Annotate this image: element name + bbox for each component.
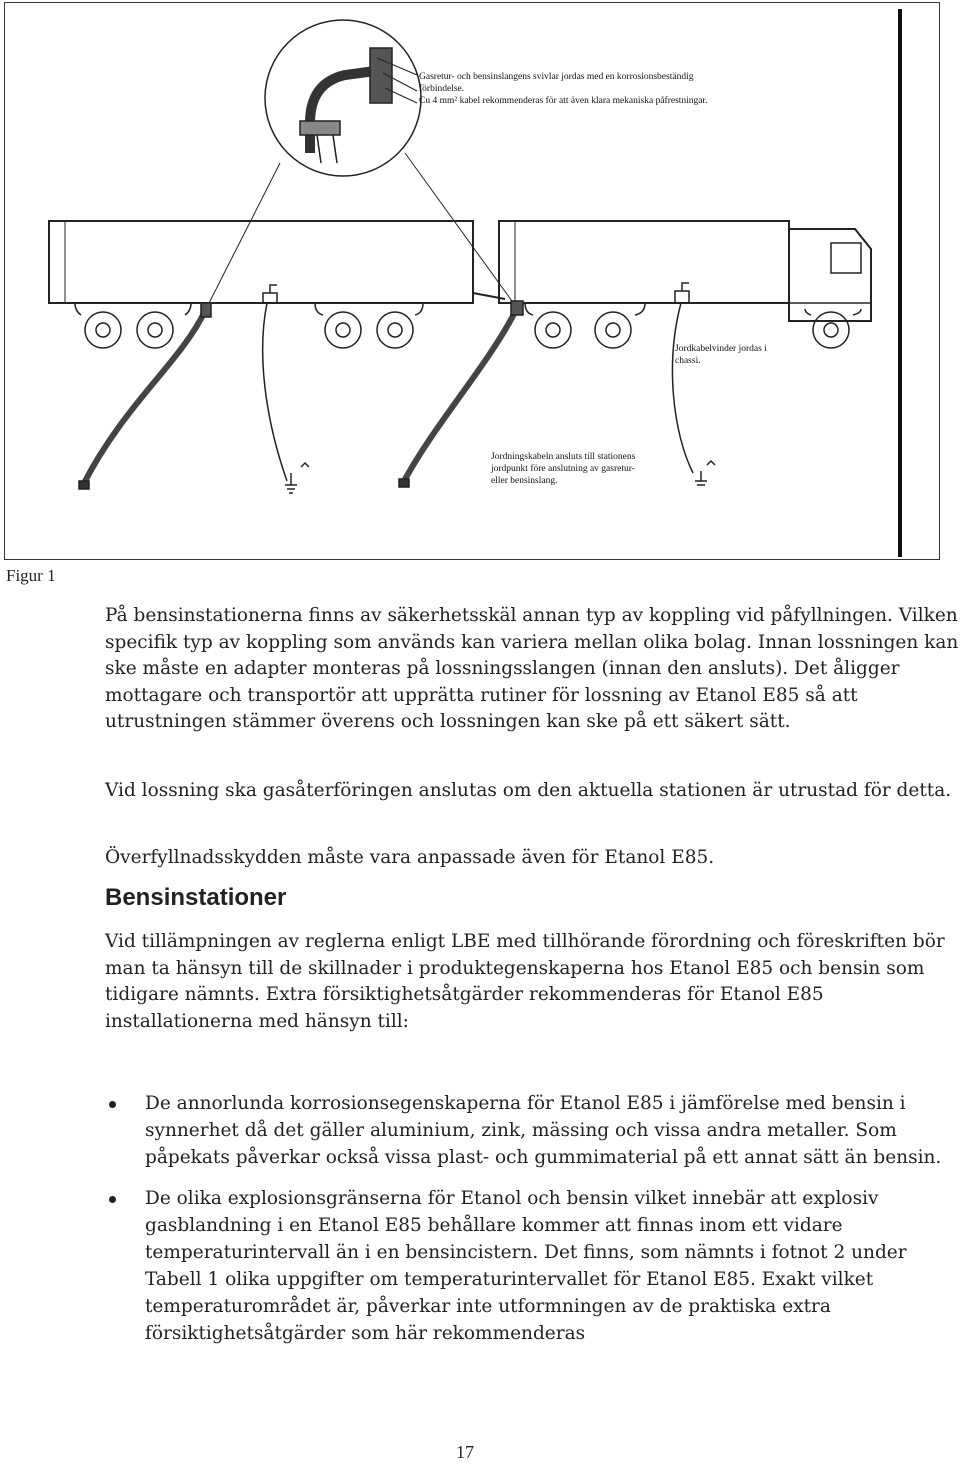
detail-circle	[265, 20, 421, 176]
wheel	[325, 312, 361, 348]
callout-right	[675, 343, 767, 367]
section-heading: Bensinstationer	[105, 884, 287, 911]
list-item-text: De annorlunda korrosionsegenskaperna för Etanol E85 i jämförelse med bensin i synnerhet då det gäller aluminium, zink, mässing och vissa andra metaller. Som påpekats påverkar också vissa plast- och gummimaterial på ett annat sätt än bensin.	[145, 1093, 942, 1168]
ground-reel-icon	[675, 291, 689, 303]
paragraph-coupling: På bensinstationerna finns av säkerhetsskäl annan typ av koppling vid påfyllningen. Vilken specifik typ av koppling som används kan variera mellan olika bolag. Innan lossningen kan ske måste en adapter monteras på lossningsslangen (innan den ansluts). Det åligger mottagare och transportör att upprätta rutiner för lossning av Etanol E85 så att utrustningen stämmer överens och lossningen kan ske på ett säkert sätt.	[105, 605, 959, 732]
bullet-icon	[109, 1101, 116, 1108]
callout-line: Cu 4 mm² kabel rekommenderas för att även klara mekaniska påfrestningar.	[419, 96, 708, 106]
section-intro: Vid tillämpningen av reglerna enligt LBE med tillhörande förordning och föreskriften bör man ta hänsyn till de skillnader i produktegenskaperna hos Etanol E85 och bensin som tidigare nämnts. Extra försiktighetsåtgärder rekommenderas för Etanol E85 installationerna med hänsyn till:	[105, 931, 945, 1032]
callout-line: jordpunkt före anslutning av gasretur-	[491, 464, 635, 474]
wheel	[85, 312, 121, 348]
wheel	[595, 312, 631, 348]
callout-line: Jordningskabeln ansluts till stationens	[491, 452, 636, 462]
paragraph-overfill: Överfyllnadsskydden måste vara anpassade även för Etanol E85.	[105, 847, 715, 868]
coupling-elbow-icon	[310, 71, 375, 153]
bullet-list	[105, 1090, 960, 1347]
wheel	[137, 312, 173, 348]
callout-line: Gasretur- och bensinslangens svivlar jordas med en korrosionsbeständig	[419, 72, 694, 82]
callout-line: eller bensinslang.	[491, 476, 558, 486]
callout-top	[419, 71, 708, 107]
callout-line: Jordkabelvinder jordas i	[675, 344, 767, 354]
list-item	[105, 1090, 960, 1171]
callout-line: chassi.	[675, 356, 701, 366]
bullet-icon	[109, 1196, 116, 1203]
figure-frame	[4, 2, 940, 560]
cab-window	[831, 243, 861, 273]
wheel	[813, 312, 849, 348]
ground-cable	[672, 303, 693, 473]
trailer-tank	[49, 221, 473, 303]
callout-line: förbindelse.	[419, 84, 465, 94]
page-number: 17	[456, 1442, 474, 1462]
wheel	[377, 312, 413, 348]
ground-reel-icon	[263, 293, 277, 303]
wheel	[535, 312, 571, 348]
ground-cable	[263, 303, 287, 481]
truck-tank	[499, 221, 789, 303]
margin-bar	[898, 9, 902, 557]
list-item	[105, 1185, 960, 1347]
paragraph-vapour-return: Vid lossning ska gasåterföringen anslutas om den aktuella stationen är utrustad för detta.	[105, 780, 952, 801]
list-item-text: De olika explosionsgränserna för Etanol och bensin vilket innebär att explosiv gasblandning i en Etanol E85 behållare kommer att finnas inom ett vidare temperaturintervall än i en bensincistern. Det finns, som nämnts i fotnot 2 under Tabell 1 olika uppgifter om temperaturintervallet för Etanol E85. Exakt vilket temperaturområdet är, påverkar inte utformningen av de praktiska extra försiktighetsåtgärder som här rekommenderas	[145, 1188, 907, 1344]
callout-bottom	[491, 451, 635, 487]
figure-label: Figur 1	[6, 566, 56, 585]
